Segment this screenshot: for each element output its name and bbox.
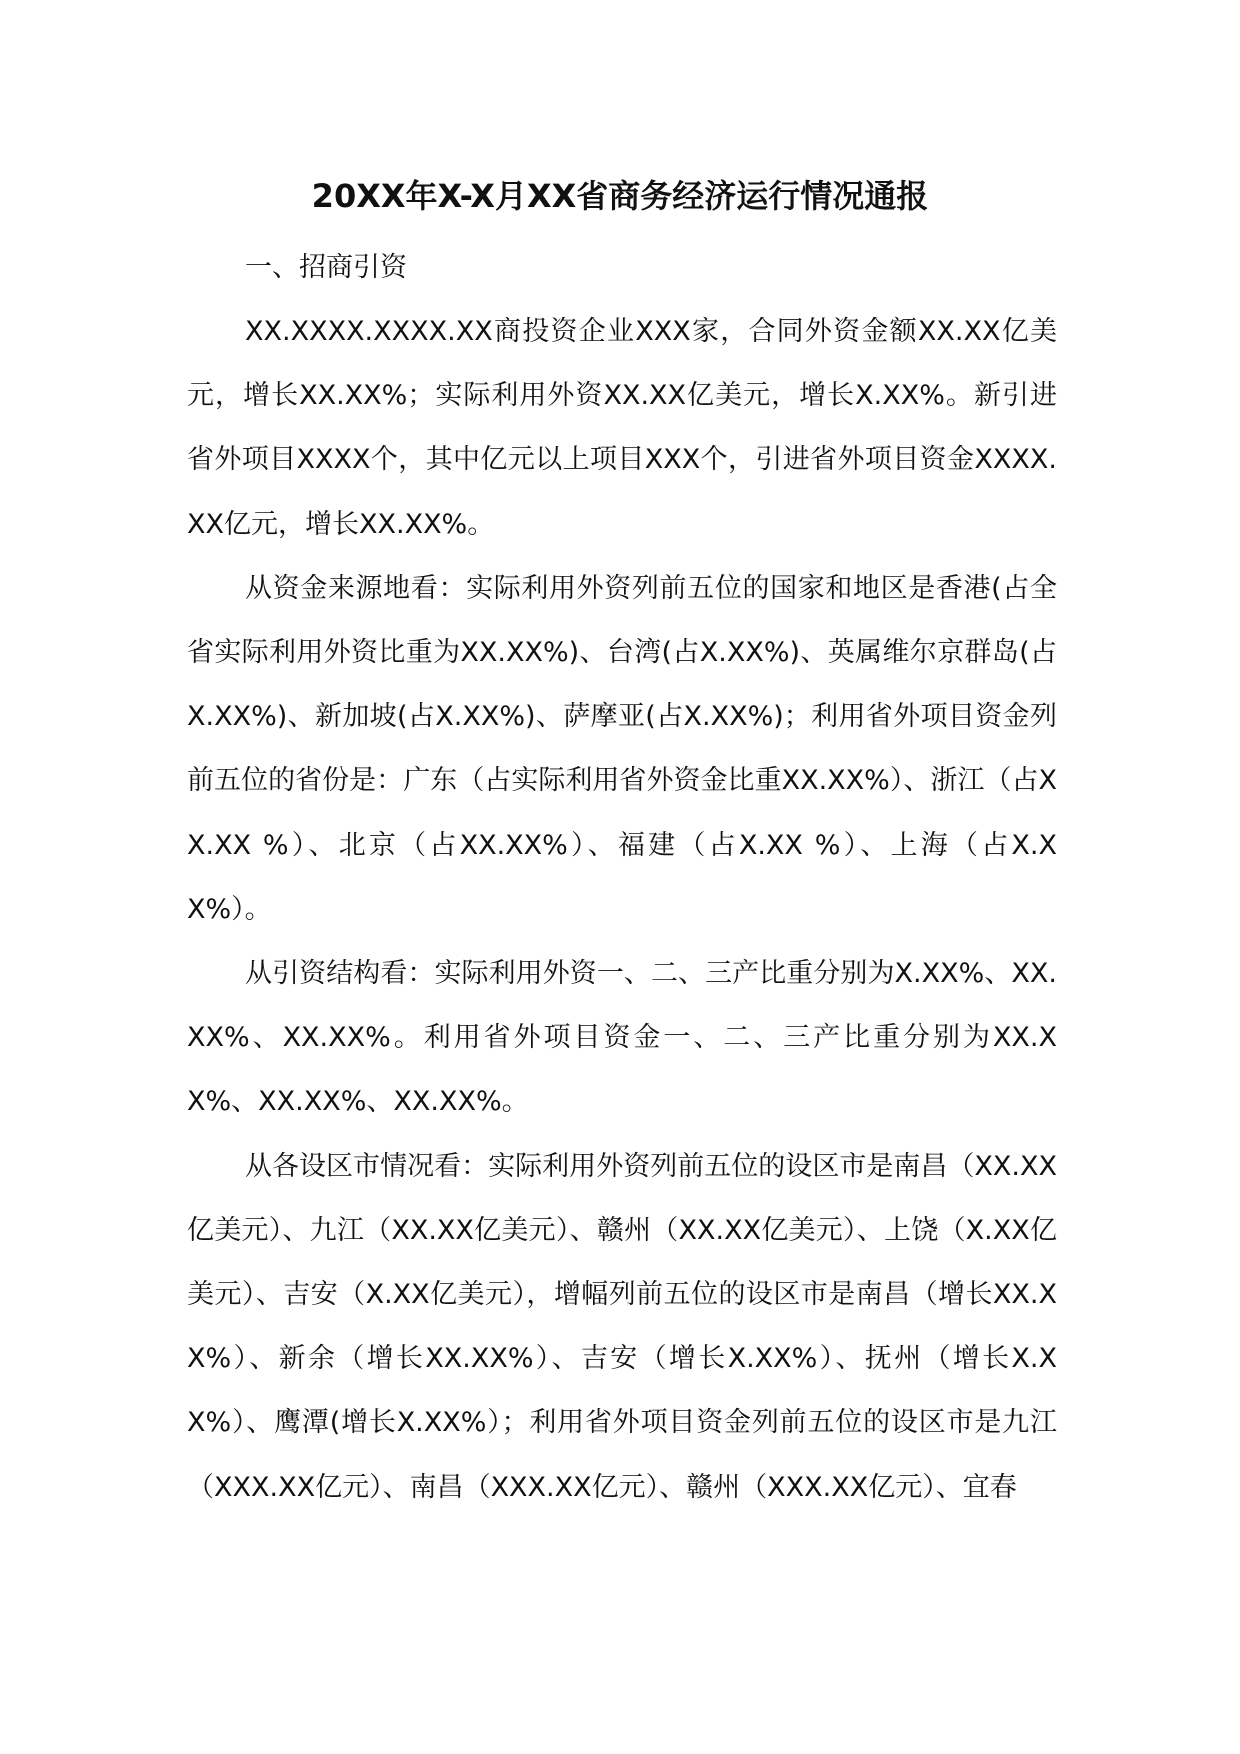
document-body (187, 236, 1057, 1520)
paragraph-investment-summary: XX.XXXX.XXXX.XX商投资企业XXX家，合同外资金额XX.XX亿美元，增长XX.XX%；实际利用外资XX.XX亿美元，增长X.XX%。新引进省外项目XXXX个，其中亿元以上项目XXX个，引进省外项目资金XXXX.XX亿元，增长XX.XX%。 (187, 316, 1057, 540)
paragraph-investment-structure: 从引资结构看：实际利用外资一、二、三产比重分别为X.XX%、XX.XX%、XX.XX%。利用省外项目资金一、二、三产比重分别为XX.XX%、XX.XX%、XX.XX%。 (187, 958, 1057, 1118)
paragraph-funding-sources: 从资金来源地看：实际利用外资列前五位的国家和地区是香港(占全省实际利用外资比重为XX.XX%)、台湾(占X.XX%)、英属维尔京群岛(占X.XX%)、新加坡(占X.XX%)、萨摩亚(占X.XX%)；利用省外项目资金列前五位的省份是：广东（占实际利用省外资金比重XX.XX%）、浙江（占XX.XX %）、北京（占XX.XX%）、福建（占X.XX %）、上海（占X.XX%）。 (187, 572, 1057, 925)
document-title: 20XX年X-X月XX省商务经济运行情况通报 (311, 177, 929, 215)
paragraph-city-breakdown: 从各设区市情况看：实际利用外资列前五位的设区市是南昌（XX.XX亿美元）、九江（XX.XX亿美元）、赣州（XX.XX亿美元）、上饶（X.XX亿美元）、吉安（X.XX亿美元），增幅列前五位的设区市是南昌（增长XX.XX%）、新余（增长XX.XX%）、吉安（增长X.XX%）、抚州（增长X.XX%）、鹰潭(增长X.XX%）；利用省外项目资金列前五位的设区市是九江（XXX.XX亿元）、南昌（XXX.XX亿元）、赣州（XXX.XX亿元）、宜春 (187, 1150, 1057, 1503)
section-heading: 一、招商引资 (245, 252, 407, 283)
